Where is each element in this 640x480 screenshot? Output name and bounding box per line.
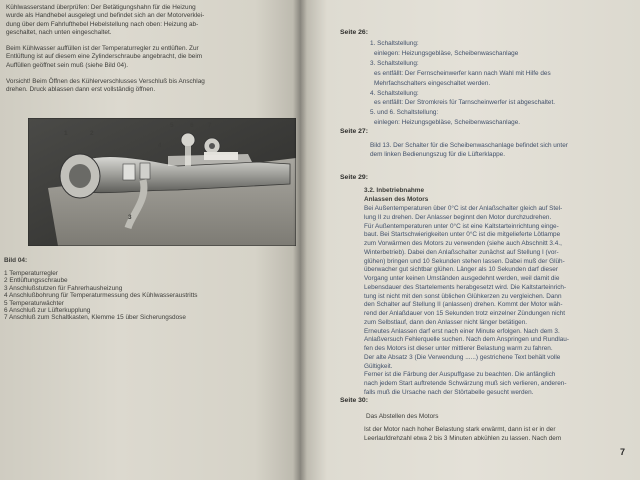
intro-line: Kühlwasserstand überprüfen: Der Betätigungshahn für die Heizung bbox=[6, 4, 196, 11]
body-line: Lebensdauer des Startelements herabgesetzt wird. Die Kaltstarteinrich- bbox=[364, 283, 567, 291]
legend-item: 1 Temperaturregler bbox=[4, 270, 58, 277]
engine-photo bbox=[28, 118, 296, 246]
right-page bbox=[300, 0, 640, 480]
list-item: Mehrfachschalters eingeschaltet werden. bbox=[374, 79, 491, 87]
body-line: Bei Außentemperaturen über 0°C ist der Anlaßschalter gleich auf Stel- bbox=[364, 205, 563, 212]
intro-line: wurde als Handhebel ausgelegt und befindet sich an der Motorverklei- bbox=[6, 12, 205, 20]
body-line: Erneutes Anlassen darf erst nach einer Minute erfolgen. Nach dem 3. bbox=[364, 327, 560, 335]
subsection-anlassen: Anlassen des Motors bbox=[364, 195, 429, 203]
heading-seite-30: Seite 30: bbox=[340, 397, 368, 404]
list-item: einlegen: Heizungsgebläse, Scheibenwaschanlage bbox=[374, 49, 519, 57]
body-line: falls muß die Ursache nach der Störtabelle gesucht werden. bbox=[364, 388, 534, 396]
body-line: Anlaßversuch Fehlerquelle suchen. Nach dem Anspringen und Rundlau- bbox=[364, 336, 569, 344]
body-line: fen des Motors ist dieser unter mittlerer Belastung warm zu fahren. bbox=[364, 345, 553, 352]
body-line: lung II zu drehen. Der Anlasser beginnt den Motor durchzudrehen. bbox=[364, 213, 552, 221]
seite-27-line: dem linken Bedienungszug für die Lüfterklappe. bbox=[370, 151, 506, 158]
callout-5: 5 bbox=[170, 122, 174, 129]
heading-seite-27: Seite 27: bbox=[340, 128, 368, 135]
legend-item: 6 Anschluß zur Lüfterkupplung bbox=[4, 307, 91, 314]
legend-item: 2 Entlüftungsschraube bbox=[4, 277, 68, 285]
book-gutter bbox=[293, 0, 307, 480]
list-item: 1. Schaltstellung: bbox=[370, 40, 419, 47]
left-page bbox=[0, 0, 300, 480]
list-item: einlegen: Heizungsgebläse, Scheibenwaschanlage. bbox=[374, 119, 521, 127]
body-line: baut. Bei Startschwierigkeiten unter 0°C ist die mitgelieferte Lötlampe bbox=[364, 231, 561, 239]
list-item: 4. Schaltstellung: bbox=[370, 89, 419, 97]
list-item: es entfällt: Der Fernscheinwerfer kann nach Wahl mit Hilfe des bbox=[374, 69, 551, 77]
callout-7: 7 bbox=[208, 122, 212, 129]
legend-item: 7 Anschluß zum Schaltkasten, Klemme 15 über Sicherungsdose bbox=[4, 314, 186, 322]
subsection-abstellen: Das Abstellen des Motors bbox=[366, 413, 439, 420]
body-line: tung ist nicht mit den sonst üblichen Glühkerzen zu vergleichen. Dann bbox=[364, 292, 562, 300]
body-line: Ferner ist die Färbung der Auspuffgase zu beachten. Die anfänglich bbox=[364, 371, 556, 379]
body-line: zum Vorwärmen des Motors zu verwenden (siehe auch Abschnitt 3.4., bbox=[364, 240, 562, 247]
body-line: glühen) bringen und 10 Sekunden stehen lassen. Dabei muß der Glüh- bbox=[364, 257, 565, 265]
caution-line: Vorsicht! Beim Öffnen des Kühlerverschlusses Verschluß bis Anschlag bbox=[6, 78, 205, 85]
venting-line: Entlüftung ist auf diesem eine Zylinderschraube angebracht, die beim bbox=[6, 53, 203, 61]
body-line: nach jedem Start auftretende Schwärzung muß sich verlieren, anderen- bbox=[364, 380, 567, 387]
legend-item: 3 Anschlußstutzen für Fahrerhausheizung bbox=[4, 284, 123, 292]
body-line: den Schalter auf Stellung II (anlassen) drehen. Kommt der Motor wäh- bbox=[364, 301, 563, 309]
engine-photo-illustration bbox=[28, 118, 296, 246]
legend-item: 5 Temperaturwächter bbox=[4, 299, 64, 307]
body-line: Für Außentemperaturen unter 0°C ist eine Kaltstarteinrichtung einge- bbox=[364, 222, 559, 230]
body-line: Ist der Motor nach hoher Belastung stark erwärmt, dann ist er in der bbox=[364, 426, 556, 433]
legend-item: 4 Anschlußbohrung für Temperaturmessung des Kühlwasseraustritts bbox=[4, 292, 198, 300]
venting-line: Auffüllen geöffnet sein muß (siehe Bild 04). bbox=[6, 61, 128, 69]
heading-seite-29: Seite 29: bbox=[340, 174, 368, 181]
list-item: 5. und 6. Schaltstellung: bbox=[370, 109, 439, 117]
page-number: 7 bbox=[620, 447, 626, 457]
callout-4: 4 bbox=[158, 142, 162, 149]
body-line: Vorgang unter keinen Umständen ausgedehnt werden, weil damit die bbox=[364, 275, 560, 282]
callout-3: 3 bbox=[128, 214, 132, 221]
body-line: Gültigkeit. bbox=[364, 362, 393, 370]
body-line: Leerlaufdrehzahl etwa 2 bis 3 Minuten abkühlen zu lassen. Nach dem bbox=[364, 435, 562, 442]
list-item: es entfällt: Der Stromkreis für Tarnscheinwerfer ist abgeschaltet. bbox=[374, 99, 556, 107]
body-line: zum Selbstlauf, dann den Anlasser nicht länger betätigen. bbox=[364, 318, 528, 326]
callout-1: 1 bbox=[64, 130, 68, 137]
intro-line: dung über dem Fahrlufthebel Hebelstellung nach oben: Heizung ab- bbox=[6, 20, 199, 28]
intro-line: geschaltet, nach unten eingeschaltet. bbox=[6, 29, 112, 37]
venting-line: Beim Kühlwasser auffüllen ist der Temperaturregler zu entlüften. Zur bbox=[6, 45, 199, 52]
body-line: Winterbetrieb). Dabei den Anlaßschalter zunächst auf Stellung I (vor- bbox=[364, 248, 559, 256]
body-line: überwacher gut sichtbar glühen. Länger als 10 Sekunden darf dieser bbox=[364, 266, 558, 274]
callout-6: 6 bbox=[190, 122, 194, 129]
section-inbetriebnahme: 3.2. Inbetriebnahme bbox=[364, 187, 425, 194]
list-item: 3. Schaltstellung: bbox=[370, 59, 419, 67]
figure-caption-title: Bild 04: bbox=[4, 257, 28, 264]
heading-seite-26: Seite 26: bbox=[340, 29, 368, 36]
callout-2: 2 bbox=[90, 130, 94, 137]
body-line: Der alte Absatz 3 (Die Verwendung ......) gestrichene Text behält volle bbox=[364, 353, 561, 361]
seite-27-line: Bild 13. Der Schalter für die Scheibenwaschanlage befindet sich unter bbox=[370, 142, 568, 149]
body-line: rend der Anlaßdauer von 15 Sekunden trotz einzelner Zündungen nicht bbox=[364, 310, 566, 317]
caution-line: drehen. Druck ablassen dann erst vollständig öffnen. bbox=[6, 86, 156, 94]
